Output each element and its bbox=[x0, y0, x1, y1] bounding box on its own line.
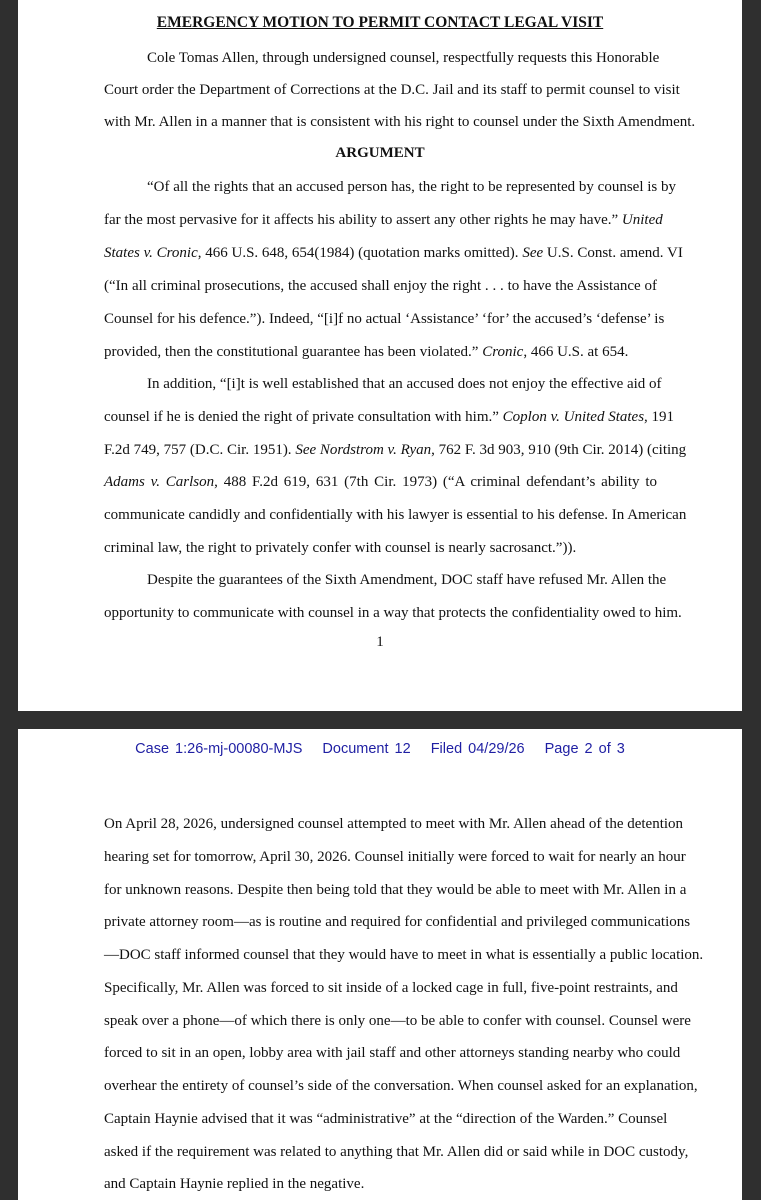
para1-line-6: provided, then the constitutional guarantee has been violated.” Cronic, 466 U.S. at 654. bbox=[104, 344, 629, 360]
para2-line-4: Adams v. Carlson, 488 F.2d 619, 631 (7th Cir. 1973) (“A criminal defendant’s ability to bbox=[104, 474, 657, 490]
para1-line-5: Counsel for his defence.”). Indeed, “[i]f no actual ‘Assistance’ ‘for’ the accused’s ‘defense’ is bbox=[104, 311, 665, 327]
para2-line-5: communicate candidly and confidentially with his lawyer is essential to his defense. In American bbox=[104, 507, 687, 523]
ecf-header-stamp bbox=[18, 741, 742, 757]
p2-line-1: On April 28, 2026, undersigned counsel attempted to meet with Mr. Allen ahead of the detention bbox=[104, 816, 684, 832]
document-page-2 bbox=[18, 729, 742, 1200]
p2-line-6: Specifically, Mr. Allen was forced to sit inside of a locked cage in full, five-point restraints, and bbox=[104, 980, 678, 996]
argument-heading: ARGUMENT bbox=[335, 145, 425, 161]
p2-line-4: private attorney room—as is routine and required for confidential and privileged communications bbox=[104, 914, 691, 930]
document-number: Document 12 bbox=[322, 741, 411, 757]
para1-line-1: “Of all the rights that an accused person has, the right to be represented by counsel is by bbox=[147, 179, 677, 195]
para2-line-1: In addition, “[i]t is well established that an accused does not enjoy the effective aid of bbox=[147, 376, 662, 392]
para1-line-2: far the most pervasive for it affects his ability to assert any other rights he may have.” United bbox=[104, 212, 663, 228]
para2-line-3: F.2d 749, 757 (D.C. Cir. 1951). See Nordstrom v. Ryan, 762 F. 3d 903, 910 (9th Cir. 2014) (citing bbox=[104, 442, 687, 458]
page-count: Page 2 of 3 bbox=[544, 741, 625, 757]
case-number: Case 1:26-mj-00080-MJS bbox=[135, 741, 303, 757]
p2-line-2: hearing set for tomorrow, April 30, 2026. Counsel initially were forced to wait for nearly an hour bbox=[104, 849, 686, 865]
p2-line-11: asked if the requirement was related to anything that Mr. Allen did or said while in DOC custody, bbox=[104, 1144, 689, 1160]
p2-line-12: and Captain Haynie replied in the negative. bbox=[104, 1176, 365, 1192]
p2-line-5: —DOC staff informed counsel that they would have to meet in what is essentially a public location. bbox=[104, 947, 704, 963]
para1-line-4: (“In all criminal prosecutions, the accused shall enjoy the right . . . to have the Assistance of bbox=[104, 278, 657, 294]
para2-line-6: criminal law, the right to privately confer with counsel is nearly sacrosanct.”)). bbox=[104, 540, 577, 556]
p2-line-9: overhear the entirety of counsel’s side of the conversation. When counsel asked for an explanation, bbox=[104, 1078, 698, 1094]
p2-line-3: for unknown reasons. Despite then being told that they would be able to meet with Mr. Allen in a bbox=[104, 882, 687, 898]
p2-line-10: Captain Haynie advised that it was “administrative” at the “direction of the Warden.” Counsel bbox=[104, 1111, 668, 1127]
page-number: 1 bbox=[376, 634, 384, 650]
para3-line-1: Despite the guarantees of the Sixth Amendment, DOC staff have refused Mr. Allen the bbox=[147, 572, 667, 588]
motion-title: EMERGENCY MOTION TO PERMIT CONTACT LEGAL VISIT bbox=[156, 14, 604, 31]
filed-date: Filed 04/29/26 bbox=[430, 741, 525, 757]
intro-line-3: with Mr. Allen in a manner that is consistent with his right to counsel under the Sixth Amendment. bbox=[104, 114, 696, 130]
intro-line-2: Court order the Department of Corrections at the D.C. Jail and its staff to permit counsel to visit bbox=[104, 82, 680, 98]
intro-line-1: Cole Tomas Allen, through undersigned counsel, respectfully requests this Honorable bbox=[147, 50, 660, 66]
para2-line-2: counsel if he is denied the right of private consultation with him.” Coplon v. United States, 191 bbox=[104, 409, 675, 425]
p2-line-8: forced to sit in an open, lobby area with jail staff and other attorneys standing nearby who could bbox=[104, 1045, 681, 1061]
para1-line-3: States v. Cronic, 466 U.S. 648, 654(1984) (quotation marks omitted). See U.S. Const. amend. VI bbox=[104, 245, 683, 261]
p2-line-7: speak over a phone—of which there is only one—to be able to confer with counsel. Counsel were bbox=[104, 1013, 691, 1029]
document-page-1 bbox=[18, 0, 742, 711]
para3-line-2: opportunity to communicate with counsel in a way that protects the confidentiality owed to him. bbox=[104, 605, 682, 621]
